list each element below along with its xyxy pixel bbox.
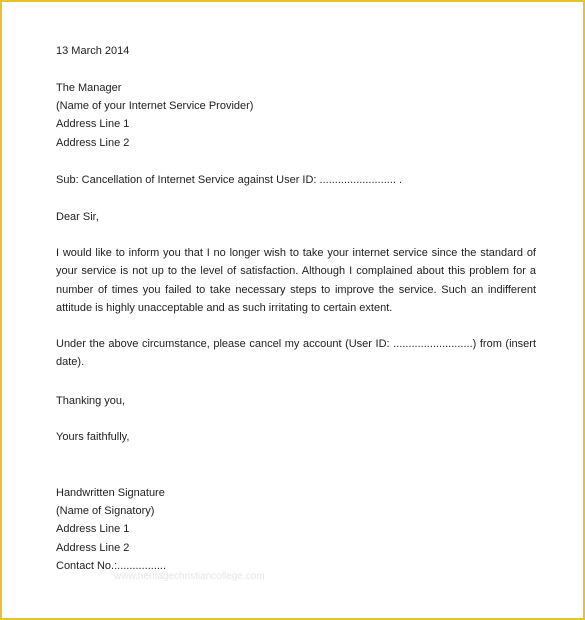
sender-contact: Contact No.:................ xyxy=(56,560,167,572)
letter-subject: Sub: Cancellation of Internet Service against User ID: ......................... . xyxy=(56,174,403,186)
body-paragraph-1: I would like to inform you that I no longer wish to take your internet service since the standard of your service is not up to the level of satisfaction. Although I complained about this problem for a number of times you failed to take necessary steps to improve the service. Such an indifferent attitude is highly unacceptable and as such irritating to certain extent. xyxy=(56,247,536,314)
recipient-name: (Name of your Internet Service Provider) xyxy=(56,100,254,112)
letter-thanks: Thanking you, xyxy=(56,395,126,407)
sender-name: (Name of Signatory) xyxy=(56,505,155,517)
sender-address-line-2: Address Line 2 xyxy=(56,542,130,554)
recipient-address-line-2: Address Line 2 xyxy=(56,137,130,149)
letter-date: 13 March 2014 xyxy=(56,45,130,57)
watermark-text: www.heritagechristiancollege.com xyxy=(114,571,265,582)
sender-address-line-1: Address Line 1 xyxy=(56,523,130,535)
body-paragraph-2: Under the above circumstance, please cancel my account (User ID: ..........................) from (insert date). xyxy=(56,338,536,369)
letter-salutation: Dear Sir, xyxy=(56,211,99,223)
sender-signature: Handwritten Signature xyxy=(56,487,165,499)
letter-closing: Yours faithfully, xyxy=(56,431,130,443)
recipient-address-line-1: Address Line 1 xyxy=(56,118,130,130)
recipient-title: The Manager xyxy=(56,82,122,94)
